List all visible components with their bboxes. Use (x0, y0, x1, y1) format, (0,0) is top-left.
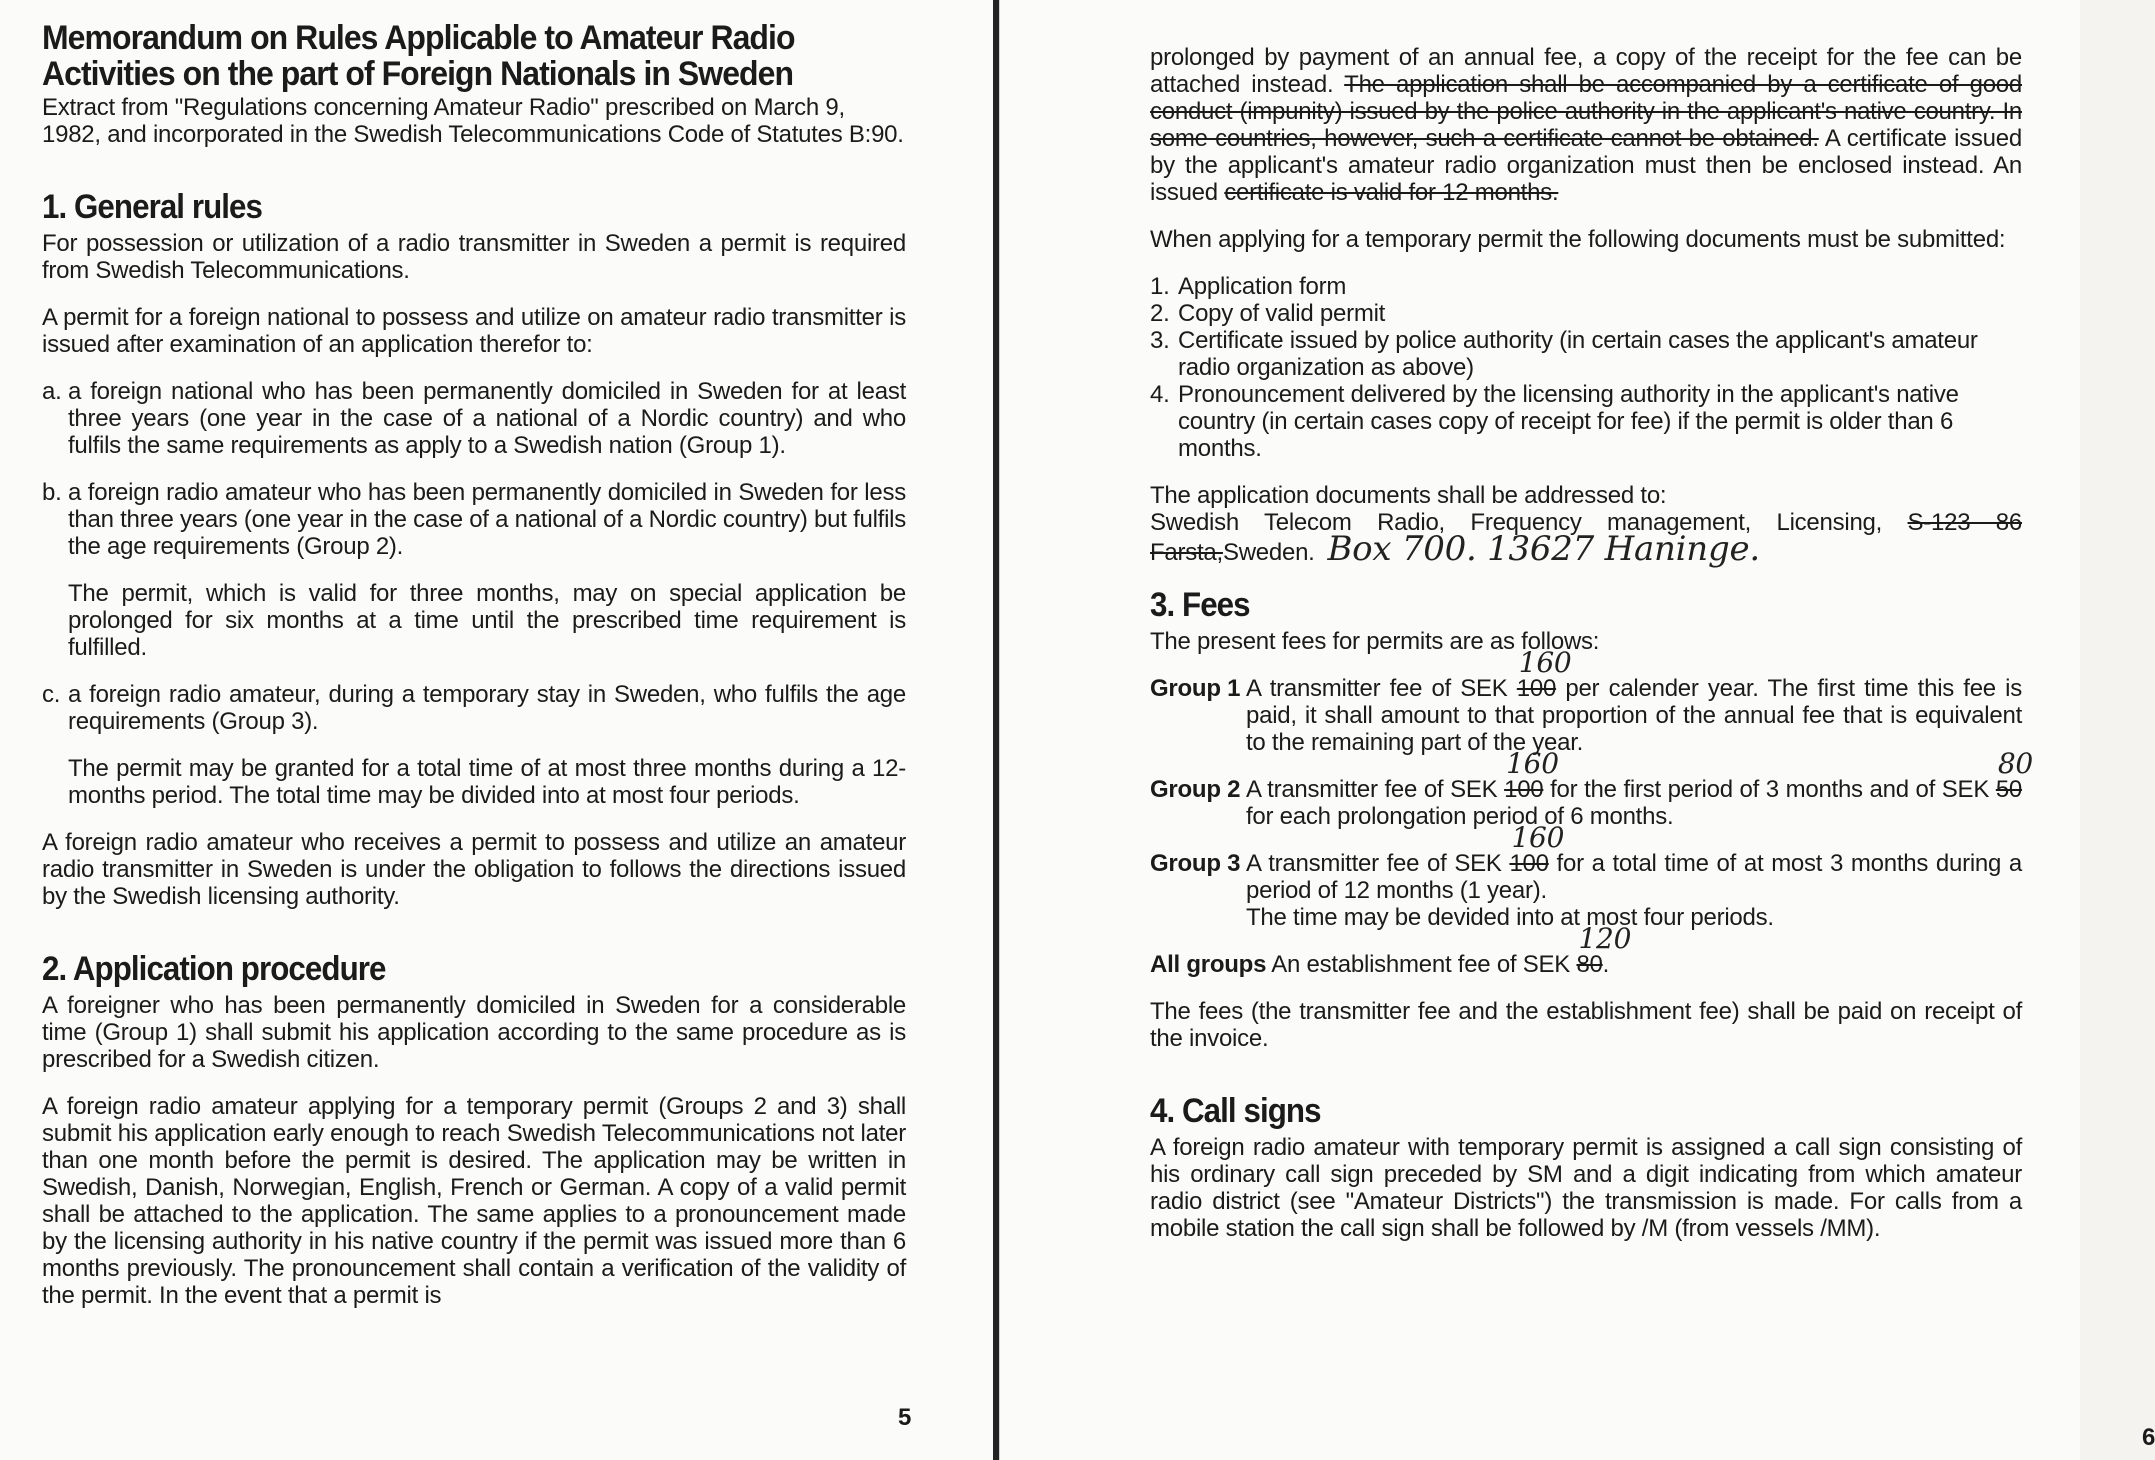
fee-text: for the first period of 3 months and of SEK (1543, 776, 1996, 803)
fee-group2-label: Group 2 (1150, 776, 1241, 803)
fee-new-value: 80 (1997, 747, 2033, 780)
fee-text: per calender year. The first time this fee is paid, it shall amount to that proportion of the annual fee that is equivalent to the remaining part of the year. (1246, 675, 2023, 756)
page-number-left: 5 (898, 1404, 912, 1431)
list-label-a: a. (42, 378, 62, 405)
fees-footer: The fees (the transmitter fee and the establishment fee) shall be paid on receipt of the invoice. (1150, 998, 2022, 1052)
list-note-b: The permit, which is valid for three months, may on special application be prolonged for six months at a time until the prescribed time requirement is fulfilled. (68, 580, 906, 661)
section1-para2: A permit for a foreign national to possess and utilize on amateur radio transmitter is issued after examination of an application therefor to: (42, 304, 906, 358)
section1-heading: 1. General rules (42, 188, 263, 226)
fee-correction (1504, 747, 1559, 803)
list-number: 2. (1150, 300, 1170, 327)
address (1150, 509, 2023, 569)
list-text-a: a foreign national who has been permanently domiciled in Sweden for at least three years (one year in the case of a national of a Nordic country) and who fulfils the same requirements as apply to a Swedish nation (Group 1). (68, 378, 906, 459)
section1-para1: For possession or utilization of a radio transmitter in Sweden a permit is required from Swedish Telecommunications. (42, 230, 906, 284)
fee-new-value: 160 (1511, 821, 1565, 854)
list-note-c: The permit may be granted for a total time of at most three months during a 12-months period. The total time may be divided into at most four periods. (68, 755, 906, 809)
left-page (0, 0, 1000, 1460)
fee-text: A transmitter fee of SEK (1246, 675, 1517, 702)
section4-para1: A foreign radio amateur with temporary permit is assigned a call sign consisting of his ordinary call sign preceded by SM and a digit indicating from which amateur radio district (see "Amateur Districts") the transmission is made. For calls from a mobile station the call sign shall be followed by /M (from vessels /MM). (1150, 1134, 2022, 1242)
continued-text-1: prolonged by payment of an annual fee, a copy of the receipt for the fee can be attached instead. (1150, 44, 2022, 98)
section4-heading: 4. Call signs (1150, 1092, 1321, 1130)
list-item-b (42, 479, 906, 560)
fee-all-label: All groups (1150, 951, 1267, 978)
page-number-right: 6 (2142, 1424, 2155, 1451)
memo-title-line1: Memorandum on Rules Applicable to Amateur Radio (42, 19, 795, 57)
fees-intro: The present fees for permits are as follows: (1150, 628, 1600, 655)
fee-text: A transmitter fee of SEK (1246, 776, 1505, 803)
section3-heading: 3. Fees (1150, 586, 1250, 624)
memo-title-line2: Activities on the part of Foreign Nationals in Sweden (42, 55, 794, 93)
list-number: 3. (1150, 327, 1170, 354)
address-struck: S-123 86 Farsta, (1150, 509, 2023, 566)
list-item (1150, 381, 2022, 462)
continued-paragraph (1150, 44, 2022, 206)
documents-intro: When applying for a temporary permit the following documents must be submitted: (1150, 226, 2006, 253)
fee-old-value: 100 (1509, 850, 1549, 877)
address-intro: The application documents shall be addressed to: (1150, 482, 1667, 509)
list-label-b: b. (42, 479, 62, 506)
list-text: Pronouncement delivered by the licensing authority in the applicant's native country (in certain cases copy of receipt for fee) if the permit is older than 6 months. (1178, 381, 1959, 462)
fee-correction (1509, 821, 1565, 877)
struck-text-2: certificate is valid for 12 months. (1224, 179, 1559, 206)
fee-old-value: 100 (1516, 675, 1557, 702)
list-item (1150, 273, 2022, 300)
section2-para2: A foreign radio amateur applying for a temporary permit (Groups 2 and 3) shall submit his application early enough to reach Swedish Telecommunications not later than one month before the permit is desired. The application may be written in Swedish, Danish, Norwegian, English, French or German. A copy of a valid permit shall be attached to the application. The same applies to a pronouncement made by the licensing authority in his native country if the permit was issued more than 6 months previously. The pronouncement shall contain a verification of the validity of the permit. In the event that a permit is (42, 1093, 906, 1309)
fee-new-value: 120 (1578, 922, 1632, 955)
right-column (1150, 44, 2033, 1242)
list-text: Copy of valid permit (1178, 300, 1386, 327)
list-item-a (42, 378, 906, 459)
list-item (1150, 300, 2022, 327)
left-column (42, 20, 906, 1309)
fee-text: for each prolongation period of 6 months. (1246, 803, 1674, 830)
fee-group1 (1150, 646, 2023, 756)
fee-text: . (1602, 951, 1610, 978)
continued-text-2: A certificate issued by the applicant's amateur radio organization must then be enclosed instead. An issued (1150, 125, 2022, 206)
fee-group3 (1150, 821, 2023, 931)
list-text-b: a foreign radio amateur who has been permanently domiciled in Sweden for less than three years (one year in the case of a national of a Nordic country) but fulfils the age requirements (Group 2). (68, 479, 906, 560)
list-text-c: a foreign radio amateur, during a temporary stay in Sweden, who fulfils the age requirements (Group 3). (68, 681, 906, 735)
fee-group3-label: Group 3 (1150, 850, 1241, 877)
memo-subtitle: Extract from "Regulations concerning Amateur Radio" prescribed on March 9, 1982, and incorporated in the Swedish Telecommunications Code of Statutes B:90. (42, 94, 904, 148)
fee-correction (1516, 646, 1572, 702)
fee-group2 (1150, 747, 2033, 830)
address-tail: Sweden. (1222, 539, 1315, 566)
list-text: Certificate issued by police authority (in certain cases the applicant's amateur radio organization as above) (1178, 327, 1978, 381)
address-text: Swedish Telecom Radio, Frequency management, Licensing, (1150, 509, 1908, 536)
fee-old-value: 50 (1995, 776, 2023, 803)
list-text: Application form (1178, 273, 1347, 300)
fee-new-value: 160 (1518, 646, 1572, 679)
section1-para3: A foreign radio amateur who receives a permit to possess and utilize an amateur radio transmitter in Sweden is under the obligation to follows the directions issued by the Swedish licensing authority. (42, 829, 906, 910)
list-item-c (42, 681, 906, 735)
section2-para1: A foreigner who has been permanently domiciled in Sweden for a considerable time (Group 1) shall submit his application according to the same procedure as is prescribed for a Swedish citizen. (42, 992, 906, 1073)
list-number: 4. (1150, 381, 1170, 408)
fee-old-value: 80 (1576, 951, 1603, 978)
fee-correction (1576, 922, 1632, 978)
fee-group3-note: The time may be devided into at most four periods. (1246, 904, 1774, 931)
fee-new-value: 160 (1506, 747, 1559, 780)
fee-group1-label: Group 1 (1150, 675, 1241, 702)
fee-correction (1995, 747, 2033, 803)
struck-text-1: The application shall be accompanied by a certificate of good conduct (impunity) issued by the police authority in the applicant's native country. In some countries, however, such a certificate cannot be obtained. (1150, 71, 2022, 152)
fee-all-groups (1150, 922, 2022, 978)
fee-old-value: 100 (1504, 776, 1544, 803)
fee-text: for a total time of at most 3 months during a period of 12 months (1 year). (1246, 850, 2023, 904)
documents-list (1150, 273, 2022, 462)
handwritten-address: Box 700. 13627 Haninge. (1327, 529, 1760, 569)
list-item (1150, 327, 2022, 381)
fee-text: A transmitter fee of SEK (1246, 850, 1510, 877)
fee-text: An establishment fee of SEK (1266, 951, 1577, 978)
list-label-c: c. (42, 681, 61, 708)
section2-heading: 2. Application procedure (42, 950, 386, 988)
list-number: 1. (1150, 273, 1170, 300)
